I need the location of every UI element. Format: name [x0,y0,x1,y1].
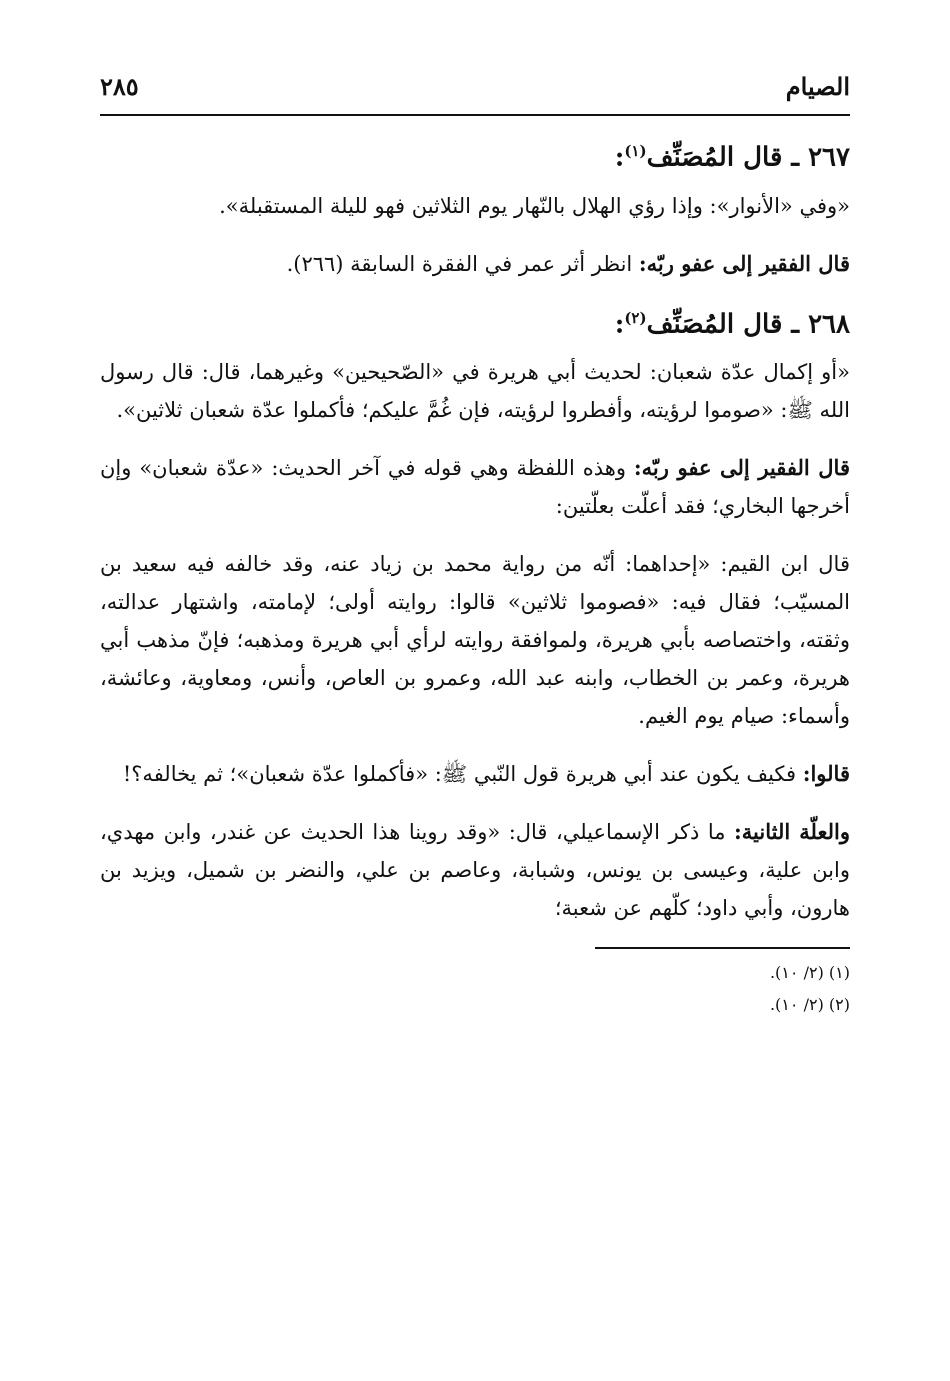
commentary-text: انظر أثر عمر في الفقرة السابقة (٢٦٦). [286,251,639,276]
second-cause-paragraph [100,813,850,927]
commentary-text: وهذه اللفظة وهي قوله في آخر الحديث: «عدّة شعبان» وإن أخرجها البخاري؛ فقد أعلّت بعلّتين: [100,456,850,519]
second-cause-text: ما ذكر الإسماعيلي، قال: «وقد روينا هذا الحديث عن غندر، وابن مهدي، وابن علية، وعيسى بن يونس، وشبابة، وعاصم بن علي، والنضر بن شميل، ويزيد بن هارون، وأبي داود؛ كلّهم عن شعبة؛ [100,820,850,921]
commentary-paragraph [100,245,850,283]
qalu-paragraph [100,755,850,793]
footnote-text: (٢/ ١٠). [769,995,824,1015]
footnote-divider [595,947,850,949]
heading-text: ٢٦٧ ـ قال المُصَنِّف [646,142,850,173]
footnote-item [100,957,850,989]
quote-paragraph [100,353,850,429]
quote-text: «أو إكمال عدّة شعبان: لحديث أبي هريرة في «الصّحيحين» وغيرهما، قال: قال رسول الله ﷺ: «صوموا لرؤيته، وأفطروا لرؤيته، فإن غُمَّ عليكم؛ فأكملوا عدّة شعبان ثلاثين». [100,360,850,423]
section-heading-267 [100,142,850,173]
section-heading-268 [100,309,850,340]
running-head [100,72,850,116]
footnote-number: (١) [828,963,850,983]
page [100,72,850,1021]
commentary-label: قال الفقير إلى عفو ربّه: [633,455,850,481]
heading-text: ٢٦٨ ـ قال المُصَنِّف [646,309,850,340]
footnote-text: (٢/ ١٠). [769,963,824,983]
quote-text: «وفي «الأنوار»: وإذا رؤي الهلال بالنّهار يوم الثلاثين فهو لليلة المستقبلة». [219,193,850,218]
footnote-ref[interactable]: (١) [624,142,647,160]
ibn-qayyim-paragraph [100,545,850,735]
footnote-number: (٢) [828,995,850,1015]
qalu-label: قالوا: [802,761,850,787]
commentary-label: قال الفقير إلى عفو ربّه: [638,250,850,276]
page-number: ٢٨٥ [100,72,139,101]
heading-colon: : [614,309,625,340]
chapter-title: الصيام [785,72,850,101]
qalu-text: فكيف يكون عند أبي هريرة قول النّبي ﷺ: «فأكملوا عدّة شعبان»؛ ثم يخالفه؟! [122,762,803,787]
quote-paragraph [100,187,850,225]
ibn-qayyim-text: قال ابن القيم: «إحداهما: أنّه من رواية محمد بن زياد عنه، وقد خالفه فيه سعيد بن المسيّب؛ فقال فيه: «فصوموا ثلاثين» قالوا: روايته أولى؛ لإمامته، واشتهار عدالته، وثقته، واختصاصه بأبي هريرة، ولموافقة روايته لرأي أبي هريرة ومذهبه؛ فإنّ مذهب أبي هريرة، وعمر بن الخطاب، وابنه عبد الله، وعمرو بن العاص، وأنس، ومعاوية، وعائشة، وأسماء: صيام يوم الغيم. [100,552,850,729]
second-cause-label: والعلّة الثانية: [734,819,851,845]
footnote-item [100,989,850,1021]
footnote-ref[interactable]: (٢) [624,308,647,327]
heading-colon: : [614,142,625,173]
commentary-paragraph [100,449,850,525]
